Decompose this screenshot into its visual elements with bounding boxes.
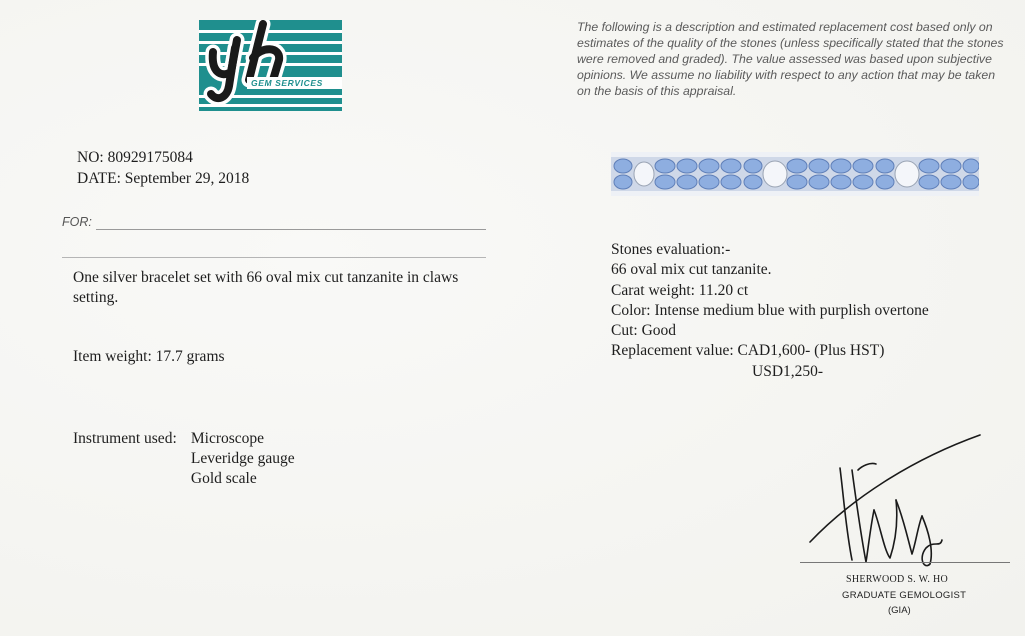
bracelet-photo <box>611 152 979 196</box>
stones-evaluation <box>611 240 929 382</box>
instruments-section <box>73 429 295 489</box>
handwritten-signature <box>800 430 990 570</box>
logo-wordmark: GEM SERVICES <box>247 77 342 89</box>
logo-graphic <box>199 20 342 111</box>
item-description: One silver bracelet set with 66 oval mix cut tanzanite in claws setting. <box>73 269 459 306</box>
record-date: DATE: September 29, 2018 <box>77 170 250 187</box>
instrument-item: Gold scale <box>190 470 257 487</box>
separator-line <box>62 257 486 258</box>
instruments-list <box>191 429 295 489</box>
signer-name: SHERWOOD S. W. HO <box>846 574 949 585</box>
company-logo <box>199 20 342 111</box>
replacement-value-usd: USD1,250- <box>752 362 824 380</box>
instruments-label: Instrument used: <box>73 430 177 447</box>
signer-title: GRADUATE GEMOLOGIST <box>842 590 967 601</box>
instrument-item: Microscope <box>190 430 265 447</box>
stones-count: 66 oval mix cut tanzanite. <box>611 261 772 279</box>
disclaimer-text: The following is a description and estimated replacement cost based only on estimates of the quality of the stones (unless specifically stated that the stones were removed and graded). The value assessed was based upon subjective opinions. We assume no liability with respect to any action that may be taken on the basis of this appraisal. <box>577 20 1004 98</box>
instrument-item: Leveridge gauge <box>190 450 295 467</box>
for-label: FOR: <box>62 215 92 229</box>
for-blank-line <box>96 229 486 230</box>
stone-cut: Cut: Good <box>611 322 677 340</box>
item-weight: Item weight: 17.7 grams <box>73 348 225 365</box>
stones-heading: Stones evaluation:- <box>611 241 731 258</box>
signer-organization: (GIA) <box>888 605 911 616</box>
carat-weight: Carat weight: 11.20 ct <box>611 281 749 299</box>
replacement-value-cad: Replacement value: CAD1,600- (Plus HST) <box>611 342 885 360</box>
record-number: NO: 80929175084 <box>77 149 193 166</box>
signature-line <box>800 562 1010 563</box>
stone-color: Color: Intense medium blue with purplish overtone <box>611 301 929 319</box>
